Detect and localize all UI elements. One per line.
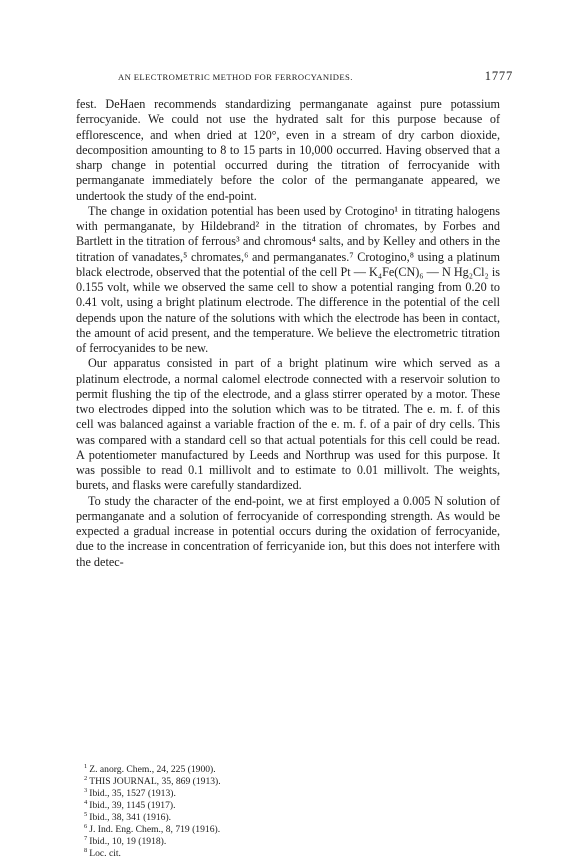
- footnote-mark: 6: [84, 822, 88, 830]
- footnote-text: THIS JOURNAL, 35, 869 (1913).: [89, 776, 221, 787]
- footnote: [84, 788, 504, 800]
- footnote-mark: 2: [84, 774, 88, 782]
- footnote-text: Loc. cit.: [89, 848, 121, 859]
- paragraph: Our apparatus consisted in part of a bright platinum wire which served as a platinum electrode, a normal calomel electrode connected with a reservoir solution to permit flushing the tip of the electrode, and a glass stirrer operated by a motor. These two electrodes dipped into the solution which was to be titrated. The e. m. f. of this cell was balanced against a variable fraction of the e. m. f. of a pair of dry cells. This was compared with a standard cell so that actual potentials for this cell could be read. A potentiometer manufactured by Leeds and Northrup was used for this purpose. It was possible to read 0.1 millivolt and to estimate to 0.01 millivolt. The weights, burets, and flasks were carefully standardized.: [76, 356, 500, 493]
- paragraph: fest. DeHaen recommends standardizing permanganate against pure potassium ferrocyanide. We could not use the hydrated salt for this purpose because of efflorescence, and when dried at 120°, even in a stream of dry carbon dioxide, decomposition amounting to 8 to 15 parts in 10,000 occurred. Having observed that a sharp change in potential occurred during the titration of ferrocyanide with permanganate immediately before the color of the permanganate appeared, we undertook the study of the end-point.: [76, 97, 500, 203]
- footnote-mark: 5: [84, 810, 88, 818]
- body-text: [76, 97, 500, 570]
- footnote-text: Ibid., 39, 1145 (1917).: [89, 800, 176, 811]
- footnote: [84, 776, 504, 788]
- footnote: [84, 824, 504, 836]
- footnote-text: Z. anorg. Chem., 24, 225 (1900).: [89, 764, 216, 775]
- footnotes: [84, 764, 504, 860]
- footnote-text: Ibid., 35, 1527 (1913).: [89, 788, 176, 799]
- footnote-mark: 3: [84, 786, 88, 794]
- footnote: [84, 764, 504, 776]
- footnote-mark: 1: [84, 762, 88, 770]
- footnote-mark: 7: [84, 834, 88, 842]
- paragraph: To study the character of the end-point, we at first employed a 0.005 N solution of permanganate and a solution of ferrocyanide of corresponding strength. As would be expected a gradual increase in potential occurs during the oxidation of ferrocyanide, due to the increase in concentration of ferricyanide ion, but this does not interfere with the detec-: [76, 493, 500, 569]
- paragraph: The change in oxidation potential has been used by Crotogino¹ in titrating halogens with permanganate, by Hildebrand² in the titration of chromates, by Forbes and Bartlett in the titration of ferrous³ and chromous⁴ salts, and by Kelley and others in the titration of vanadates,⁵ chromates,⁶ and permanganates.⁷ Crotogino,⁸ using a platinum black electrode, observed that the potential of the cell Pt — K₄Fe(CN)₆ — N Hg₂Cl₂ is 0.155 volt, while we observed the same cell to show a potential ranging from 0.20 to 0.41 volt, using a bright platinum electrode. The difference in the potential of the cell depends upon the nature of the solutions with which the electrode has been in contact, the amount of acid present, and the temperature. We believe the electrometric titration of ferrocyanides to be new.: [76, 203, 500, 355]
- footnote: [84, 812, 504, 824]
- footnote-mark: 4: [84, 798, 88, 806]
- footnote-text: J. Ind. Eng. Chem., 8, 719 (1916).: [89, 824, 221, 835]
- footnote: [84, 848, 504, 860]
- footnote: [84, 800, 504, 812]
- footnote: [84, 836, 504, 848]
- page-number: 1777: [484, 69, 513, 83]
- running-title: AN ELECTROMETRIC METHOD FOR FERROCYANIDES.: [118, 72, 353, 82]
- footnote-text: Ibid., 38, 341 (1916).: [89, 812, 172, 823]
- footnote-text: Ibid., 10, 19 (1918).: [89, 836, 167, 847]
- footnote-mark: 8: [84, 846, 88, 854]
